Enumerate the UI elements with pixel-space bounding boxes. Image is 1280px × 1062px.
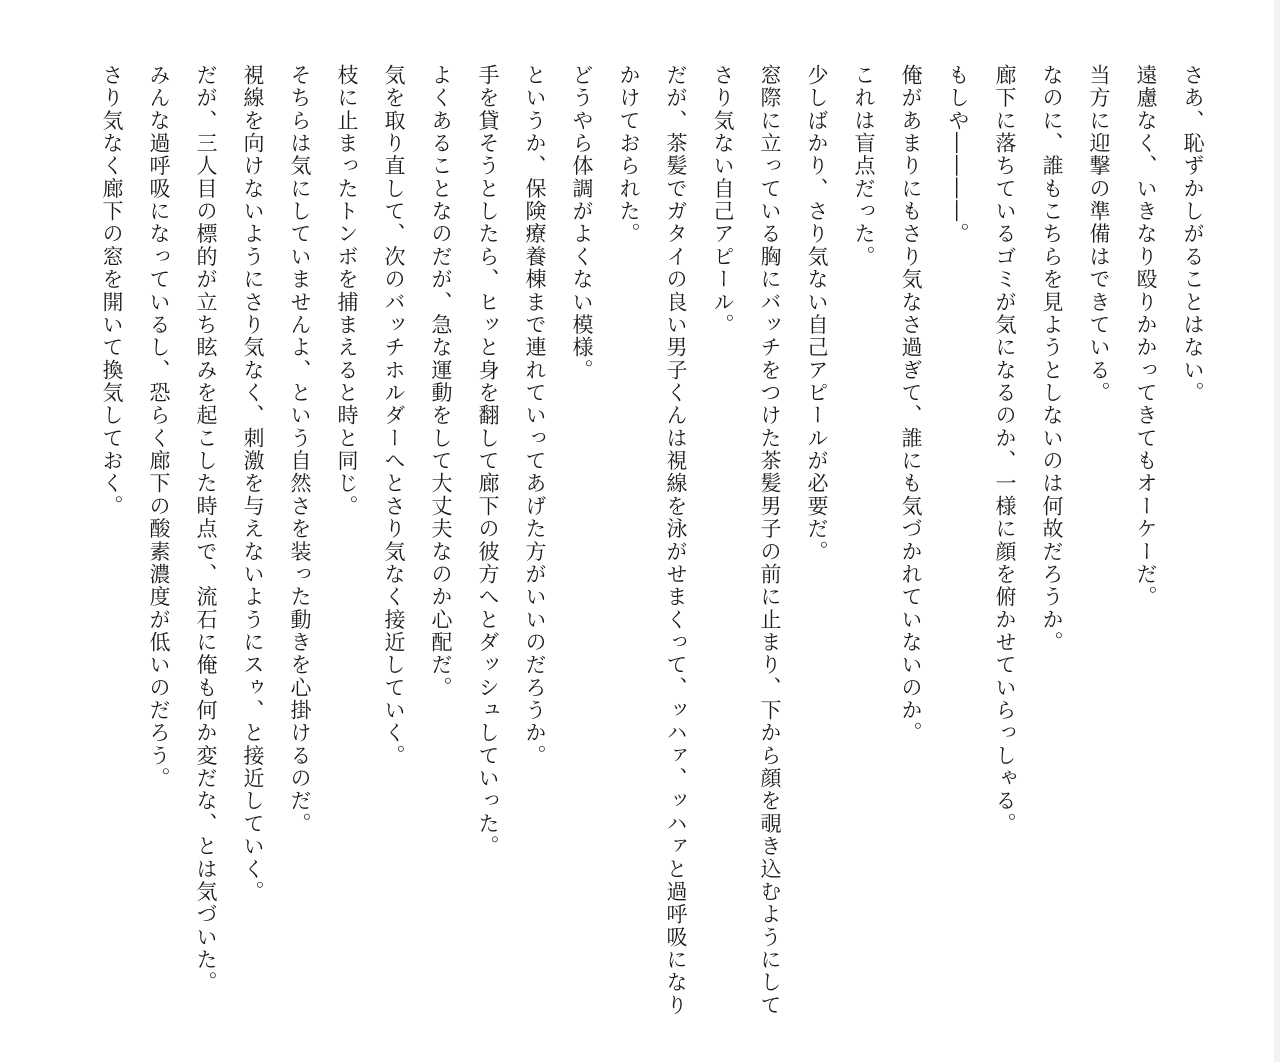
paragraph: 手を貸そうとしたら、ヒッと身を翻して廊下の彼方へとダッシュしていった。	[476, 64, 500, 858]
paragraph: というか、保険療養棟まで連れていってあげた方がいいのだろうか。	[523, 64, 547, 768]
paragraph: 気を取り直して、次のバッチホルダーへとさり気なく接近していく。	[382, 64, 406, 768]
page-edge	[1274, 0, 1280, 1062]
paragraph: 視線を向けないようにさり気なく、刺激を与えないようにスゥ、と接近していく。	[241, 64, 265, 904]
paragraph: さあ、恥ずかしがることはない。	[1181, 64, 1205, 405]
paragraph: もしや――――。	[946, 64, 970, 246]
paragraph: 遠慮なく、いきなり殴りかかってきてもオーケーだ。	[1134, 64, 1158, 609]
paragraph: だが、茶髪でガタイの良い男子くんは視線を泳がせまくって、ッハァ、ッハァと過呼吸になりかけておられた。	[617, 64, 688, 1017]
paragraph: そちらは気にしていませんよ、という自然さを装った動きを心掛けるのだ。	[288, 64, 312, 836]
paragraph: さり気なく廊下の窓を開いて換気しておく。	[100, 64, 124, 518]
paragraph: よくあることなのだが、急な運動をして大丈夫なのか心配だ。	[429, 64, 453, 700]
vertical-text-body	[88, 64, 1216, 1024]
paragraph: どうやら体調がよくない模様。	[570, 64, 594, 382]
paragraph: 枝に止まったトンボを捕まえると時と同じ。	[335, 64, 359, 518]
paragraph: 当方に迎撃の準備はできている。	[1087, 64, 1111, 405]
paragraph: 廊下に落ちているゴミが気になるのか、一様に顔を俯かせていらっしゃる。	[993, 64, 1017, 836]
paragraph: 少しばかり、さり気ない自己アピールが必要だ。	[805, 64, 829, 563]
paragraph: みんな過呼吸になっているし、恐らく廊下の酸素濃度が低いのだろう。	[147, 64, 171, 790]
paragraph: だが、三人目の標的が立ち眩みを起こした時点で、流石に俺も何か変だな、とは気づいた。	[194, 64, 218, 994]
paragraph: 窓際に立っている胸にバッチをつけた茶髪男子の前に止まり、下から顔を覗き込むようにしてさり気ない自己アピール。	[711, 64, 782, 1017]
paragraph: なのに、誰もこちらを見ようとしないのは何故だろうか。	[1040, 64, 1064, 654]
paragraph: 俺があまりにもさり気なさ過ぎて、誰にも気づかれていないのか。	[899, 64, 923, 745]
paragraph: これは盲点だった。	[852, 64, 876, 269]
